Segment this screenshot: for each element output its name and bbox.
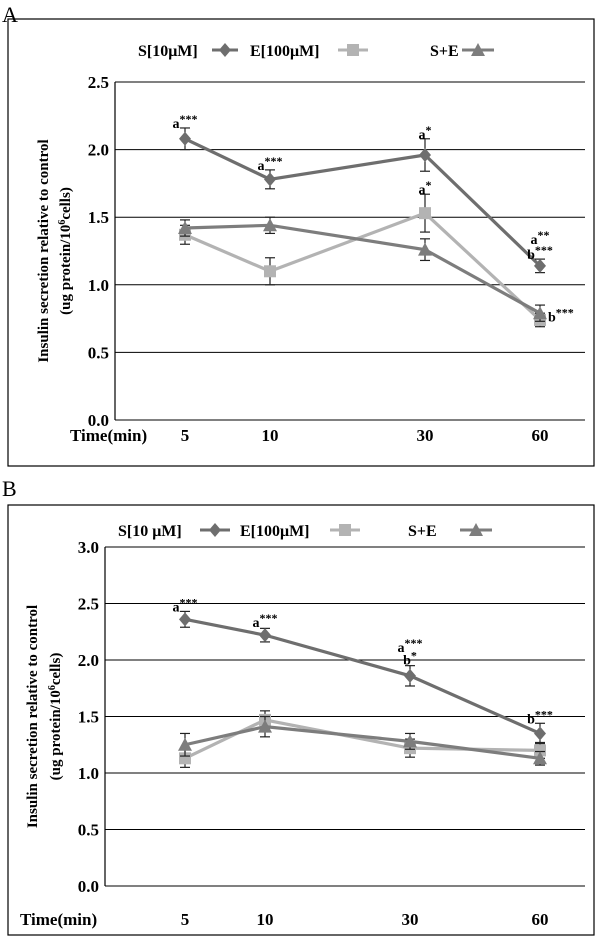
y-units-sup: 6: [46, 685, 58, 691]
significance-label: a***: [172, 111, 198, 132]
significance-label: b*: [403, 648, 417, 669]
x-tick-label: 30: [416, 426, 434, 445]
legend-label: E[100μM]: [250, 43, 320, 60]
significance-label: b***: [527, 707, 553, 728]
data-point: [264, 265, 276, 277]
significance-label: a***: [172, 595, 198, 616]
y-tick-label: 0.5: [87, 343, 109, 363]
significance-label: b***: [548, 305, 574, 326]
y-tick-label: 2.5: [77, 594, 99, 614]
x-axis-label: Time(min): [70, 426, 148, 445]
y-axis-label: Insulin secretion relative to control: [36, 139, 52, 363]
legend: [138, 43, 494, 60]
x-tick-label: 10: [261, 426, 279, 445]
y-units-prefix: (ug protein/10: [48, 690, 64, 781]
chart-panel-b: [0, 470, 600, 938]
legend-label: S+E: [430, 43, 459, 60]
data-point: [264, 172, 276, 186]
y-tick-label: 2.5: [87, 73, 109, 92]
data-point: [179, 612, 191, 626]
y-tick-label: 1.5: [87, 208, 109, 228]
y-units-sup: 6: [56, 219, 68, 225]
data-point: [419, 207, 431, 219]
significance-label: a*: [418, 122, 432, 143]
data-point: [534, 726, 546, 740]
series-line: [185, 139, 540, 266]
significance-label: a**: [530, 228, 550, 249]
y-units-prefix: (ug protein/10: [58, 224, 74, 315]
y-tick-label: 1.0: [87, 275, 109, 295]
data-series: [178, 128, 547, 327]
significance-label: a***: [257, 153, 283, 174]
x-tick-label: 30: [401, 910, 419, 929]
y-tick-labels: [88, 73, 109, 430]
data-point: [259, 628, 271, 642]
data-point: [179, 132, 191, 146]
series-line: [185, 727, 540, 759]
legend-marker: [219, 43, 231, 57]
y-tick-label: 2.0: [87, 140, 109, 160]
y-tick-label: 0.0: [87, 411, 109, 430]
legend-marker: [209, 523, 221, 537]
significance-label: a***: [252, 611, 278, 632]
legend-label: E[100μM]: [240, 523, 310, 540]
x-tick-label: 60: [531, 426, 549, 445]
y-tick-label: 0.0: [77, 877, 99, 896]
significance-label: a*: [418, 178, 432, 199]
y-tick-label: 3.0: [77, 538, 99, 557]
legend-marker: [339, 524, 351, 536]
legend-label: S+E: [408, 523, 437, 540]
legend-label: S[10 μM]: [118, 523, 182, 540]
y-tick-label: 1.0: [77, 764, 99, 783]
panel-label: A: [2, 2, 18, 27]
y-tick-label: 1.5: [77, 707, 99, 727]
significance-label: b***: [527, 243, 553, 264]
data-point: [404, 669, 416, 683]
y-axis-label-units: [47, 653, 65, 781]
y-tick-label: 2.0: [77, 651, 99, 670]
x-tick-labels: [181, 426, 549, 445]
x-axis-label: Time(min): [20, 910, 98, 929]
data-series: [178, 611, 547, 767]
y-axis-label-units: [57, 187, 75, 315]
legend: [118, 523, 492, 540]
x-tick-labels: [181, 910, 549, 929]
y-tick-labels: [78, 538, 99, 896]
series-line: [185, 213, 540, 320]
y-units-suffix: cells): [58, 187, 74, 220]
gridlines: [105, 547, 585, 886]
panel-label: B: [2, 476, 17, 501]
y-units-suffix: cells): [48, 652, 64, 686]
x-tick-label: 60: [531, 910, 549, 929]
legend-label: S[10μM]: [138, 43, 198, 60]
y-axis-label: Insulin secretion relative to control: [25, 604, 41, 829]
x-tick-label: 5: [180, 426, 190, 445]
y-tick-label: 0.5: [77, 820, 99, 840]
significance-label: a***: [397, 636, 423, 657]
x-tick-label: 10: [256, 910, 274, 929]
legend-marker: [347, 44, 359, 56]
x-tick-label: 5: [180, 910, 190, 929]
